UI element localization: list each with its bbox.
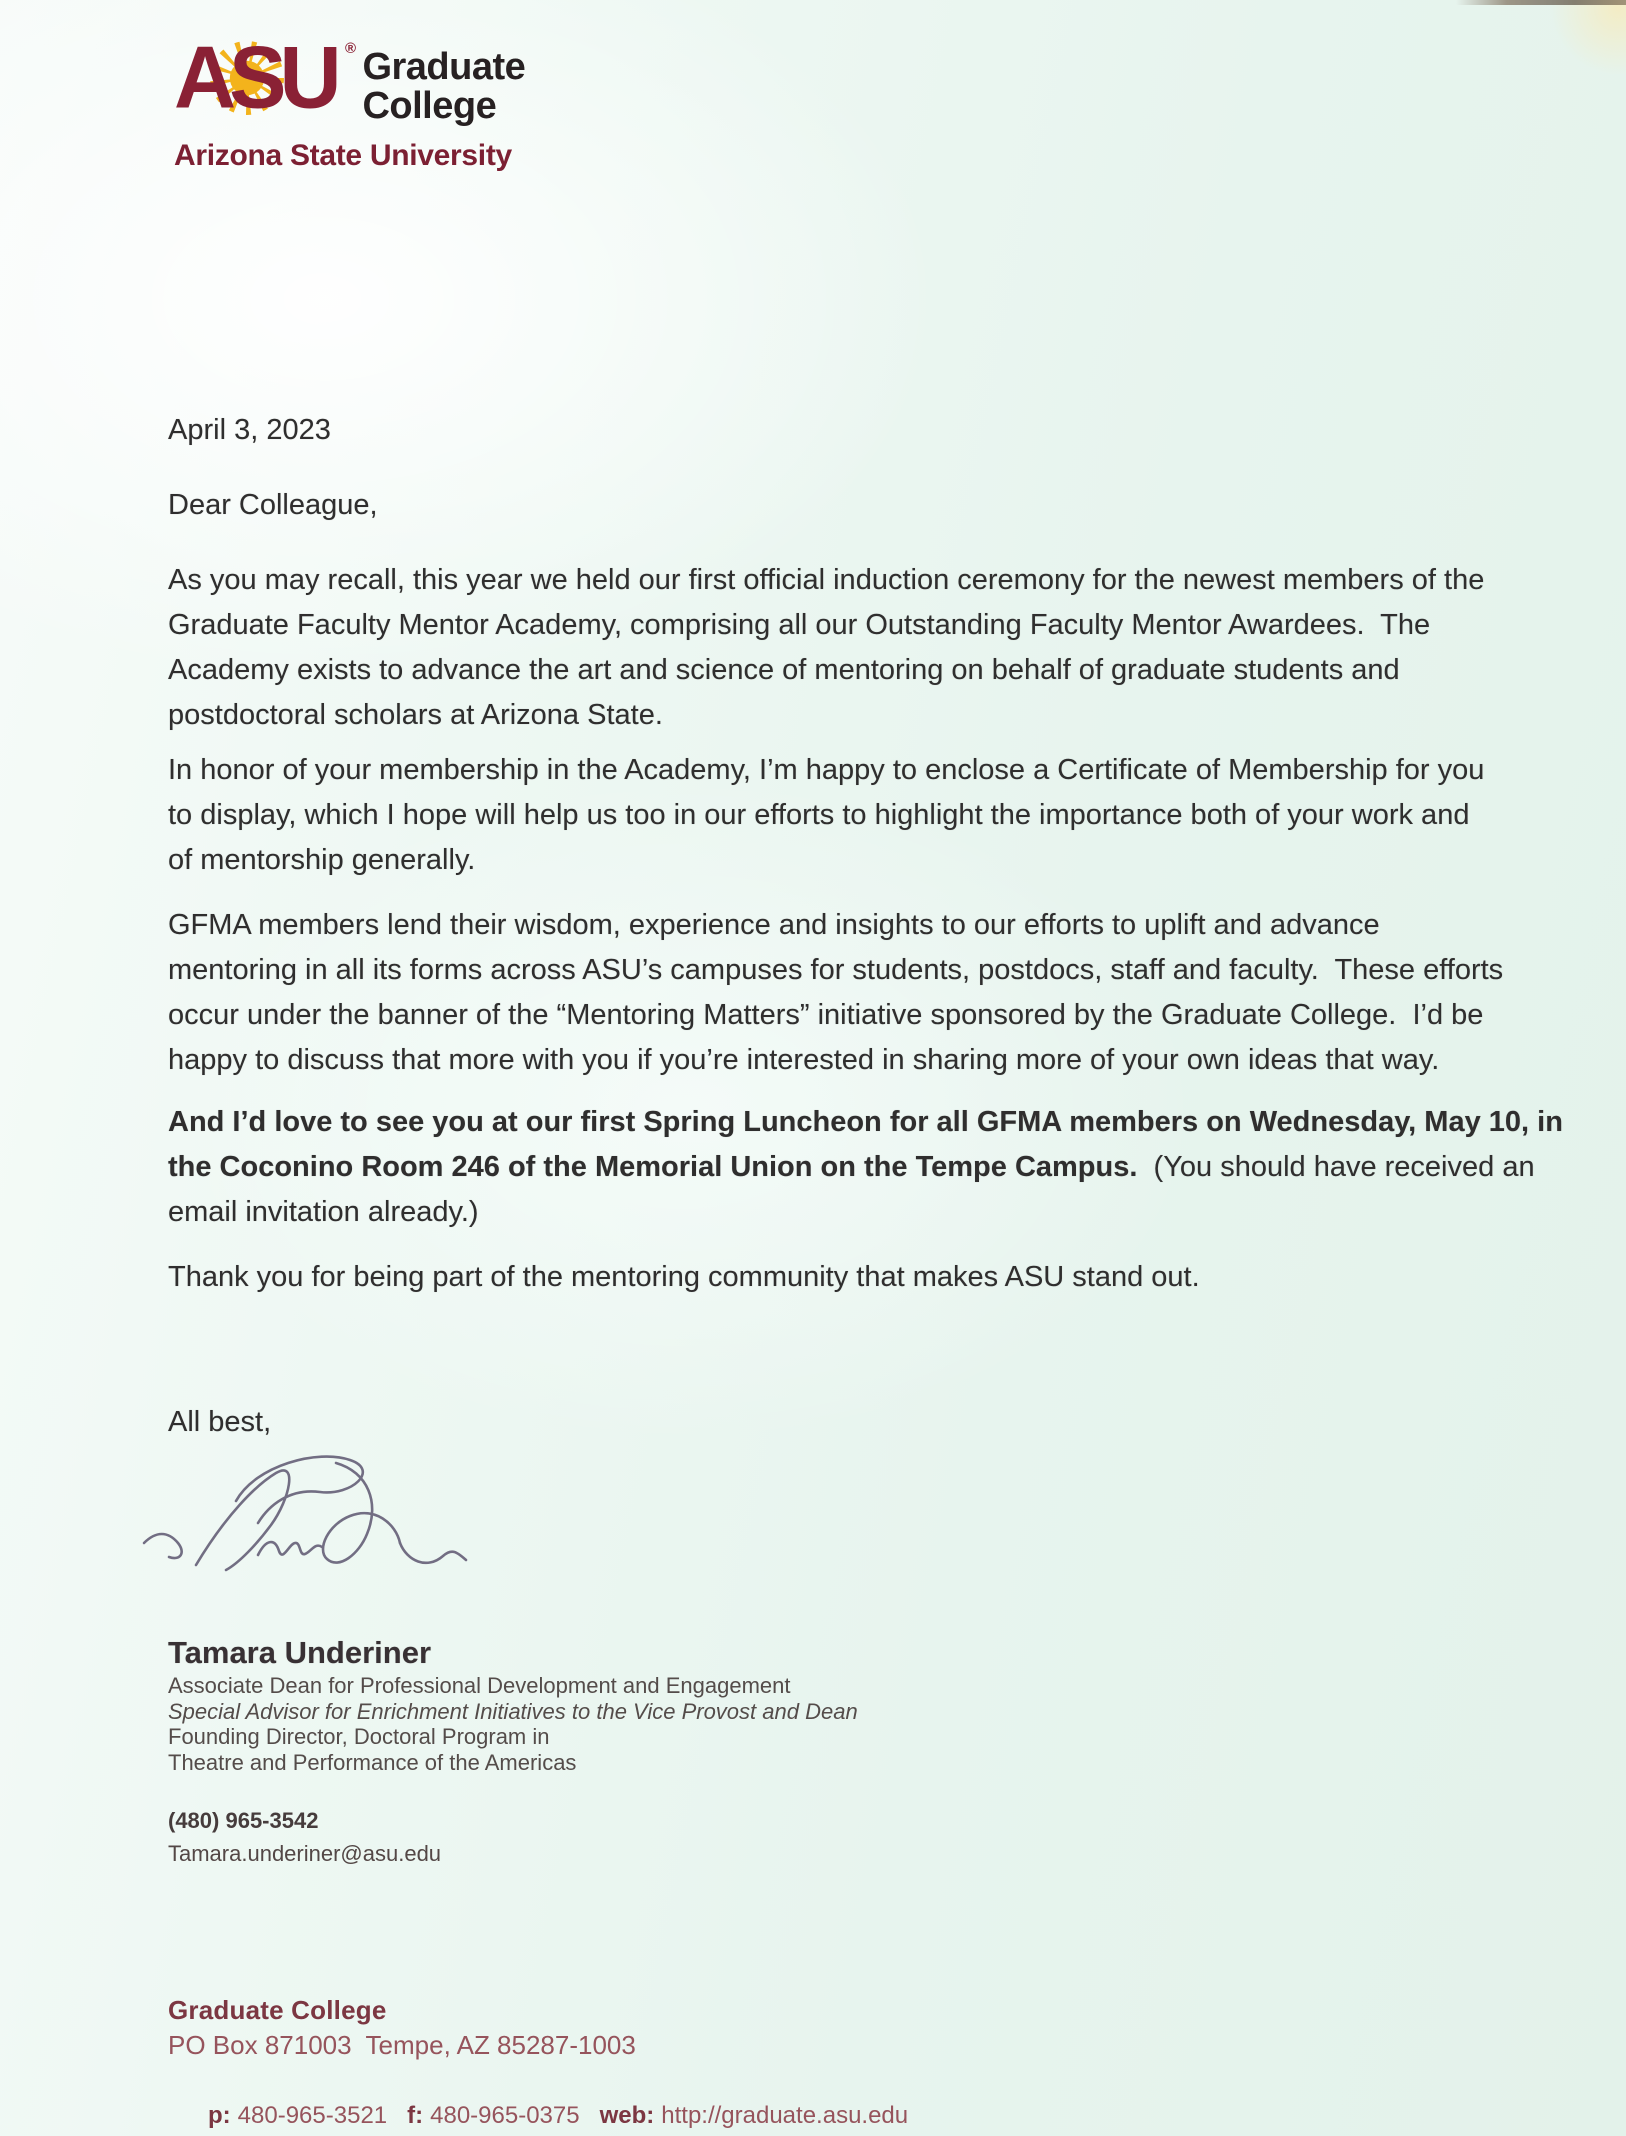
handwritten-signature bbox=[138, 1443, 478, 1603]
paragraph-line: Thank you for being part of the mentoring community that makes ASU stand out. bbox=[168, 1261, 1200, 1293]
paragraph-3 bbox=[168, 903, 1503, 1083]
logo-unit-name bbox=[362, 34, 525, 126]
footer-phone-label: p: bbox=[208, 2102, 231, 2129]
signer-contact bbox=[168, 1804, 441, 1870]
footer-address: PO Box 871003 Tempe, AZ 85287-1003 bbox=[168, 2030, 636, 2060]
paragraph-line: email invitation already.) bbox=[168, 1196, 479, 1228]
paragraph-line: As you may recall, this year we held our first official induction ceremony for the newest members of the bbox=[168, 564, 1485, 596]
regular-fragment: (You should have received an bbox=[1137, 1151, 1535, 1183]
paragraph-line: And I’d love to see you at our first Spring Luncheon for all GFMA members on Wednesday, May 10, in bbox=[168, 1106, 1563, 1138]
footer-fax: 480-965-0375 bbox=[430, 2102, 580, 2129]
footer-contacts bbox=[168, 2063, 909, 2129]
paragraph-line: of mentorship generally. bbox=[168, 844, 476, 876]
closing: All best, bbox=[168, 1406, 272, 1438]
paragraph-line: happy to discuss that more with you if you’re interested in sharing more of your own ideas that way. bbox=[168, 1044, 1440, 1076]
paragraph-line: mentoring in all its forms across ASU’s campuses for students, postdocs, staff and faculty. These efforts bbox=[168, 954, 1504, 986]
registered-trademark: ® bbox=[344, 40, 356, 57]
footer-phone: 480-965-3521 bbox=[237, 2102, 388, 2129]
asu-wordmark: ASU bbox=[174, 29, 335, 127]
asu-logo bbox=[174, 29, 526, 127]
footer-fax-label: f: bbox=[407, 2102, 424, 2129]
bold-fragment: the Coconino Room 246 of the Memorial Union on the Tempe Campus. bbox=[168, 1151, 1138, 1183]
footer-web-label: web: bbox=[599, 2102, 655, 2129]
signer-title-3: Founding Director, Doctoral Program in bbox=[168, 1724, 550, 1749]
paragraph-5-thanks bbox=[168, 1255, 1200, 1300]
letterhead-footer bbox=[168, 1993, 909, 2129]
signer-email: Tamara.underiner@asu.edu bbox=[168, 1841, 442, 1866]
university-name: Arizona State University bbox=[174, 139, 512, 172]
paragraph-1 bbox=[168, 558, 1484, 738]
logo-unit-line2: College bbox=[362, 85, 497, 127]
scan-artifact bbox=[1456, 0, 1626, 5]
signer-phone: (480) 965-3542 bbox=[168, 1808, 319, 1833]
paragraph-line: occur under the banner of the “Mentoring Matters” initiative sponsored by the Graduate College. I’d be bbox=[168, 999, 1484, 1031]
paragraph-4-invitation bbox=[168, 1100, 1563, 1235]
paragraph-line: GFMA members lend their wisdom, experience and insights to our efforts to uplift and advance bbox=[168, 909, 1380, 941]
paragraph-2 bbox=[168, 748, 1484, 883]
asu-logomark bbox=[174, 29, 356, 127]
footer-web-url: http://graduate.asu.edu bbox=[661, 2102, 909, 2129]
salutation: Dear Colleague, bbox=[168, 489, 378, 521]
paragraph-line: to display, which I hope will help us too in our efforts to highlight the importance both of your work and bbox=[168, 799, 1470, 831]
paragraph-line: Academy exists to advance the art and science of mentoring on behalf of graduate students and bbox=[168, 654, 1400, 686]
signer-title-4: Theatre and Performance of the Americas bbox=[168, 1749, 577, 1775]
paragraph-line bbox=[168, 1145, 1563, 1190]
footer-org: Graduate College bbox=[168, 1995, 387, 2025]
paragraph-line: In honor of your membership in the Academy, I’m happy to enclose a Certificate of Membership for you bbox=[168, 754, 1485, 786]
signer-title-1: Associate Dean for Professional Development and Engagement bbox=[168, 1673, 791, 1698]
signer-title-2: Special Advisor for Enrichment Initiatives to the Vice Provost and Dean bbox=[168, 1698, 858, 1724]
signer-titles bbox=[168, 1673, 858, 1775]
signer-name: Tamara Underiner bbox=[168, 1635, 432, 1670]
letter-date: April 3, 2023 bbox=[168, 414, 331, 446]
paragraph-line: postdoctoral scholars at Arizona State. bbox=[168, 699, 663, 731]
paragraph-line: Graduate Faculty Mentor Academy, comprising all our Outstanding Faculty Mentor Awardees. The bbox=[168, 609, 1431, 641]
logo-unit-line1: Graduate bbox=[362, 46, 526, 88]
